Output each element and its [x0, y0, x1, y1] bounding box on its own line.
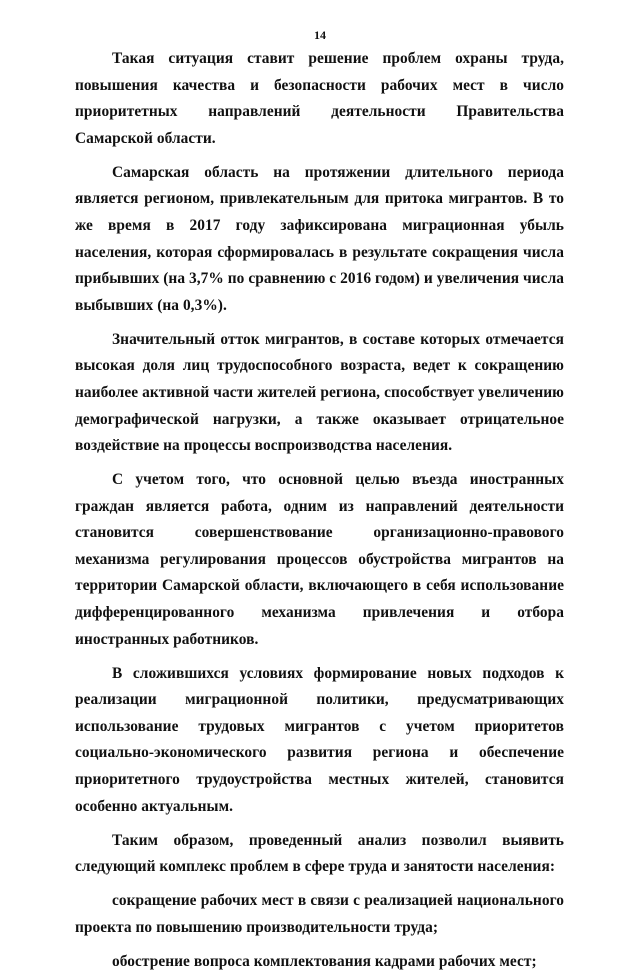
page-number: 14: [314, 28, 326, 42]
paragraph-migration-attractiveness: Самарская область на протяжении длительного периода является регионом, привлекательным для притока мигрантов. В то же время в 2017 году зафиксирована миграционная убыль населения, которая сформировалась в результате сокращения числа прибывших (на 3,7% по сравнению с 2016 годом) и увеличения числа выбывших (на 0,3%).: [75, 163, 564, 314]
paragraph-foreign-workers: С учетом того, что основной целью въезда иностранных граждан является работа, одним из направлений деятельности становится совершенствование организационно-правового механизма регулирования процессов обустройства мигрантов на территории Самарской области, включающего в себя использование дифференцированного механизма привлечения и отбора иностранных работников.: [75, 471, 564, 648]
paragraph-migration-policy: В сложившихся условиях формирование новых подходов к реализации миграционной политики, предусматривающих использование трудовых мигрантов с учетом приоритетов социально-экономического развития региона и обеспечение приоритетного трудоустройства местных жителей, становится особенно актуальным.: [75, 664, 564, 815]
document-body: [75, 46, 564, 975]
paragraph-labor-safety: Такая ситуация ставит решение проблем охраны труда, повышения качества и безопасности рабочих мест в число приоритетных направлений деятельности Правительства Самарской области.: [75, 50, 564, 147]
paragraph-problems-intro: Таким образом, проведенный анализ позволил выявить следующий комплекс проблем в сфере труда и занятости населения:: [75, 831, 564, 876]
list-item-staffing: обострение вопроса комплектования кадрами рабочих мест;: [112, 952, 537, 970]
list-item-job-reduction: сокращение рабочих мест в связи с реализацией национального проекта по повышению производительности труда;: [75, 892, 564, 936]
paragraph-migrant-outflow: Значительный отток мигрантов, в составе которых отмечается высокая доля лиц трудоспособного возраста, ведет к сокращению наиболее активной части жителей региона, способствует увеличению демографической нагрузки, а также оказывает отрицательное воздействие на процессы воспроизводства населения.: [75, 330, 564, 455]
